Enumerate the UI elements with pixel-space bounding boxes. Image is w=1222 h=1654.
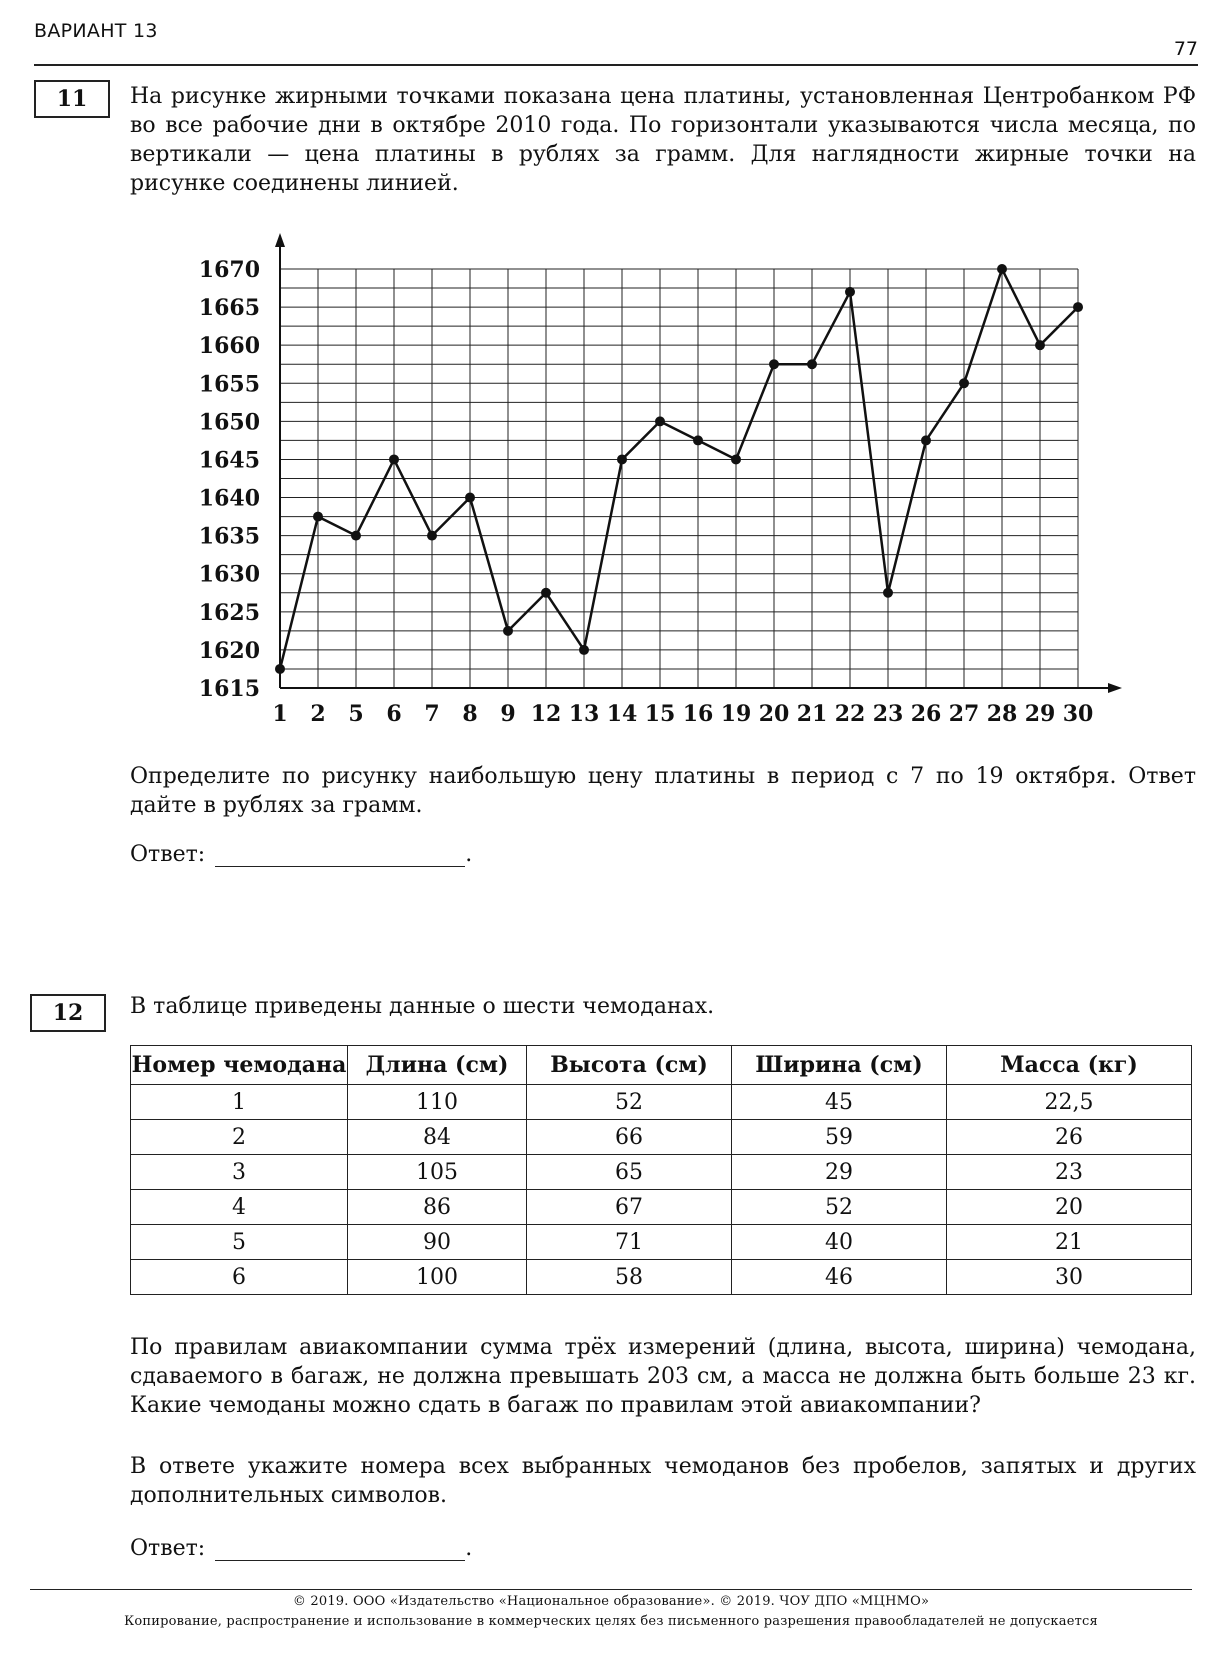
data-point xyxy=(1073,302,1083,312)
y-tick-label: 1645 xyxy=(198,447,260,474)
y-tick-label: 1630 xyxy=(198,561,260,588)
data-point xyxy=(997,264,1007,274)
data-point xyxy=(313,512,323,522)
table-cell: 30 xyxy=(947,1260,1192,1295)
x-tick-label: 5 xyxy=(348,701,364,727)
table-row xyxy=(131,1120,1192,1155)
footer-copyright: © 2019. ООО «Издательство «Национальное образование». © 2019. ЧОУ ДПО «МЦНМО» xyxy=(292,1594,930,1609)
x-tick-label: 1 xyxy=(272,701,288,727)
task-12-answer xyxy=(130,1536,472,1561)
answer-end: . xyxy=(465,842,473,867)
data-point xyxy=(655,416,665,426)
table-cell: 86 xyxy=(348,1190,527,1225)
x-tick-label: 30 xyxy=(1062,701,1094,727)
table-cell: 21 xyxy=(947,1225,1192,1260)
suitcase-table xyxy=(130,1045,1192,1295)
table-cell: 2 xyxy=(131,1120,348,1155)
platinum-price-chart xyxy=(0,0,1222,760)
x-tick-label: 15 xyxy=(644,701,676,727)
table-cell: 52 xyxy=(732,1190,947,1225)
x-tick-label: 20 xyxy=(758,701,790,727)
x-tick-label: 12 xyxy=(530,701,562,727)
variant-header: ВАРИАНТ 13 xyxy=(34,20,158,42)
x-tick-label: 22 xyxy=(834,701,866,727)
table-cell: 3 xyxy=(131,1155,348,1190)
table-cell: 22,5 xyxy=(947,1085,1192,1120)
y-tick-label: 1635 xyxy=(198,523,260,550)
col-header: Ширина (см) xyxy=(732,1046,947,1085)
answer-field-12[interactable] xyxy=(215,1540,465,1561)
x-tick-label: 29 xyxy=(1024,701,1056,727)
col-header: Масса (кг) xyxy=(947,1046,1192,1085)
col-header: Высота (см) xyxy=(527,1046,732,1085)
x-tick-label: 2 xyxy=(310,701,326,727)
data-point xyxy=(503,626,513,636)
table-cell: 6 xyxy=(131,1260,348,1295)
x-tick-label: 23 xyxy=(872,701,904,727)
data-point xyxy=(1035,340,1045,350)
table-row xyxy=(131,1155,1192,1190)
y-tick-label: 1670 xyxy=(198,257,260,283)
table-cell: 65 xyxy=(527,1155,732,1190)
data-point xyxy=(921,435,931,445)
table-cell: 90 xyxy=(348,1225,527,1260)
table-cell: 52 xyxy=(527,1085,732,1120)
table-header-row xyxy=(131,1046,1192,1085)
data-point xyxy=(617,454,627,464)
data-point xyxy=(883,588,893,598)
table-cell: 105 xyxy=(348,1155,527,1190)
page-number: 77 xyxy=(1173,38,1198,60)
y-tick-label: 1650 xyxy=(198,409,260,436)
footer-divider xyxy=(30,1589,1192,1590)
task-11-question: Определите по рисунку наибольшую цену платины в период с 7 по 19 октября. Ответ дайте в рублях за грамм. xyxy=(130,764,1196,818)
data-point xyxy=(959,378,969,388)
y-axis-arrow xyxy=(275,233,285,247)
task-11-intro: На рисунке жирными точками показана цена платины, установленная Центробанком РФ во все рабочие дни в октябре 2010 года. По горизонтали указываются числа месяца, по вертикали — цена платины в рублях за грамм. Для наглядности жирные точки на рисунке соединены линией. xyxy=(130,84,1196,196)
x-tick-label: 13 xyxy=(568,701,600,727)
table-cell: 46 xyxy=(732,1260,947,1295)
table-cell: 5 xyxy=(131,1225,348,1260)
data-point xyxy=(731,454,741,464)
y-tick-label: 1625 xyxy=(198,599,260,626)
footer-notice: Копирование, распространение и использование в коммерческих целях без письменного разрешения правообладателей не допускается xyxy=(124,1614,1098,1629)
task-11-number: 11 xyxy=(34,80,110,118)
answer-end: . xyxy=(465,1536,473,1561)
col-header: Номер чемодана xyxy=(131,1046,348,1085)
price-series-line xyxy=(280,269,1078,669)
table-cell: 58 xyxy=(527,1260,732,1295)
col-header: Длина (см) xyxy=(348,1046,527,1085)
data-point xyxy=(807,359,817,369)
table-cell: 84 xyxy=(348,1120,527,1155)
x-tick-label: 27 xyxy=(948,701,980,727)
x-tick-label: 7 xyxy=(424,701,440,727)
y-tick-label: 1665 xyxy=(198,295,260,322)
task-12-instruction: В ответе укажите номера всех выбранных чемоданов без пробелов, запятых и других дополнительных символов. xyxy=(130,1454,1196,1508)
answer-label: Ответ: xyxy=(130,842,206,867)
y-tick-label: 1660 xyxy=(198,333,260,360)
x-tick-label: 26 xyxy=(910,701,942,727)
answer-label: Ответ: xyxy=(130,1536,206,1561)
table-cell: 71 xyxy=(527,1225,732,1260)
data-point xyxy=(769,359,779,369)
x-tick-label: 16 xyxy=(682,701,714,727)
y-tick-label: 1640 xyxy=(198,485,260,512)
y-tick-label: 1620 xyxy=(198,637,260,664)
task-12-question: По правилам авиакомпании сумма трёх измерений (длина, высота, ширина) чемодана, сдаваемого в багаж, не должна превышать 203 см, а масса не должна быть больше 23 кг. Какие чемоданы можно сдать в багаж по правилам этой авиакомпании? xyxy=(130,1335,1196,1418)
x-tick-label: 14 xyxy=(606,701,638,727)
table-cell: 110 xyxy=(348,1085,527,1120)
table-cell: 26 xyxy=(947,1120,1192,1155)
data-point xyxy=(845,287,855,297)
table-cell: 20 xyxy=(947,1190,1192,1225)
table-row xyxy=(131,1190,1192,1225)
data-point xyxy=(579,645,589,655)
task-12-number: 12 xyxy=(30,994,106,1032)
table-cell: 100 xyxy=(348,1260,527,1295)
x-tick-label: 21 xyxy=(796,701,828,727)
data-point xyxy=(693,435,703,445)
table-cell: 40 xyxy=(732,1225,947,1260)
y-tick-label: 1615 xyxy=(198,676,260,702)
answer-field-11[interactable] xyxy=(215,846,465,867)
table-cell: 29 xyxy=(732,1155,947,1190)
table-cell: 67 xyxy=(527,1190,732,1225)
table-cell: 1 xyxy=(131,1085,348,1120)
data-point xyxy=(351,531,361,541)
data-point xyxy=(275,664,285,674)
task-12-intro: В таблице приведены данные о шести чемоданах. xyxy=(130,994,715,1019)
table-cell: 59 xyxy=(732,1120,947,1155)
data-point xyxy=(389,454,399,464)
table-cell: 23 xyxy=(947,1155,1192,1190)
data-point xyxy=(465,493,475,503)
data-point xyxy=(427,531,437,541)
table-cell: 45 xyxy=(732,1085,947,1120)
data-point xyxy=(541,588,551,598)
task-11-answer xyxy=(130,842,472,867)
y-tick-label: 1655 xyxy=(198,371,260,398)
table-row xyxy=(131,1085,1192,1120)
x-axis-arrow xyxy=(1108,683,1122,693)
x-tick-label: 8 xyxy=(462,701,478,727)
table-cell: 66 xyxy=(527,1120,732,1155)
x-tick-label: 9 xyxy=(500,701,516,727)
x-tick-label: 28 xyxy=(986,701,1018,727)
table-row xyxy=(131,1260,1192,1295)
table-row xyxy=(131,1225,1192,1260)
table-cell: 4 xyxy=(131,1190,348,1225)
x-tick-label: 19 xyxy=(720,701,752,727)
x-tick-label: 6 xyxy=(386,701,402,727)
